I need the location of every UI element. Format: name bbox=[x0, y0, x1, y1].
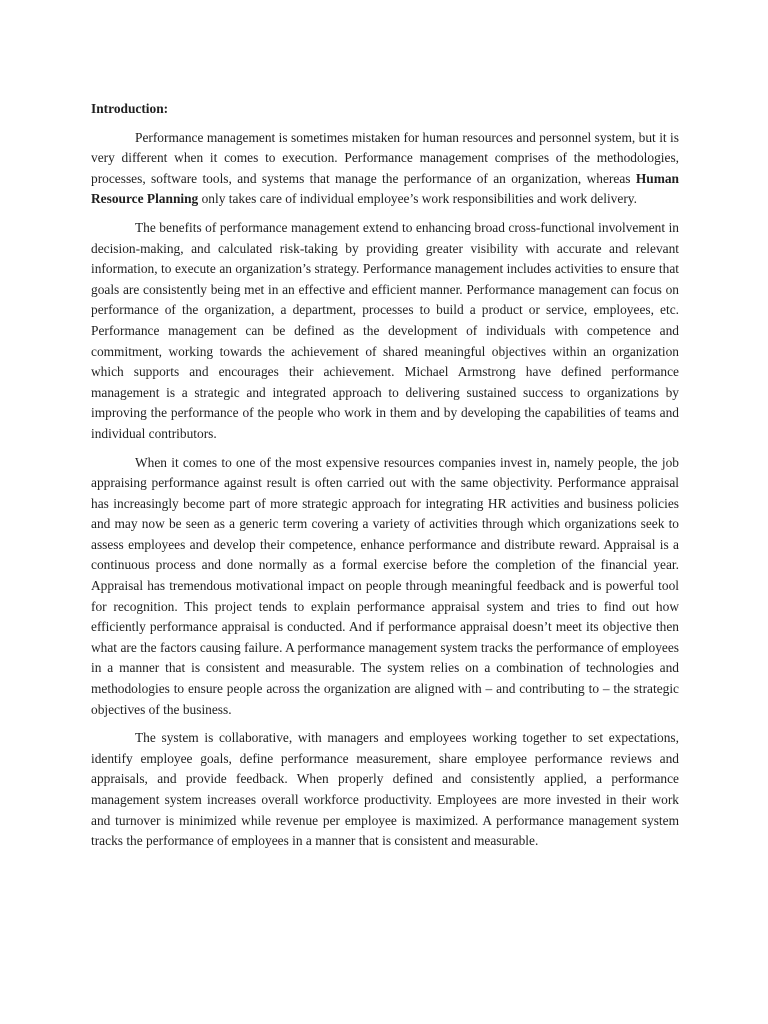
paragraph-1-text-end: only takes care of individual employee’s work responsibilities and work delivery. bbox=[198, 191, 637, 207]
paragraph-2: The benefits of performance management extend to enhancing broad cross-functional involvement in decision-making, and calculated risk-taking by providing greater visibility with accurate and relevant information, to execute an organization’s strategy. Performance management includes activities to ensure that goals are consistently being met in an effective and efficient manner. Performance management can focus on performance of the organization, a department, processes to build a product or service, employees, etc. Performance management can be defined as the development of individuals with competence and commitment, working towards the achievement of shared meaningful objectives within an organization which supports and encourages their achievement. Michael Armstrong have defined performance management is a strategic and integrated approach to delivering sustained success to organizations by improving the performance of the people who work in them and by developing the capabilities of teams and individual contributors. bbox=[91, 219, 679, 441]
human-resource-planning-term: Human Resource Planning bbox=[91, 170, 679, 207]
document-body bbox=[91, 99, 679, 860]
paragraph-1-text-start: Performance management is sometimes mistaken for human resources and personnel system, but it is very different when it comes to execution. Performance management comprises of the methodologies, processes, software tools, and systems that manage the performance of an organization, whereas bbox=[91, 129, 679, 186]
paragraph-3: When it comes to one of the most expensive resources companies invest in, namely people, the job appraising performance against result is often carried out with the same objectivity. Performance appraisal has increasingly become part of more strategic approach for integrating HR activities and business policies and may now be seen as a generic term covering a variety of activities through which organizations seek to assess employees and develop their competence, enhance performance and distribute reward. Appraisal is a continuous process and done normally as a formal exercise before the completion of the financial year. Appraisal has tremendous motivational impact on people through meaningful feedback and is powerful tool for recognition. This project tends to explain performance appraisal system and tries to find out how efficiently performance appraisal is conducted. And if performance appraisal doesn’t meet its objective then what are the factors causing failure. A performance management system tracks the performance of employees in a manner that is consistent and measurable. The system relies on a combination of technologies and methodologies to ensure people across the organization are aligned with – and contributing to – the strategic objectives of the business. bbox=[91, 454, 679, 717]
section-heading: Introduction: bbox=[91, 101, 169, 116]
paragraph-4: The system is collaborative, with managers and employees working together to set expectations, identify employee goals, define performance measurement, share employee performance reviews and appraisals, and provide feedback. When properly defined and consistently applied, a performance management system increases overall workforce productivity. Employees are more invested in their work and turnover is minimized while revenue per employee is maximized. A performance management system tracks the performance of employees in a manner that is consistent and measurable. bbox=[91, 730, 679, 849]
paragraph-1 bbox=[91, 128, 679, 210]
